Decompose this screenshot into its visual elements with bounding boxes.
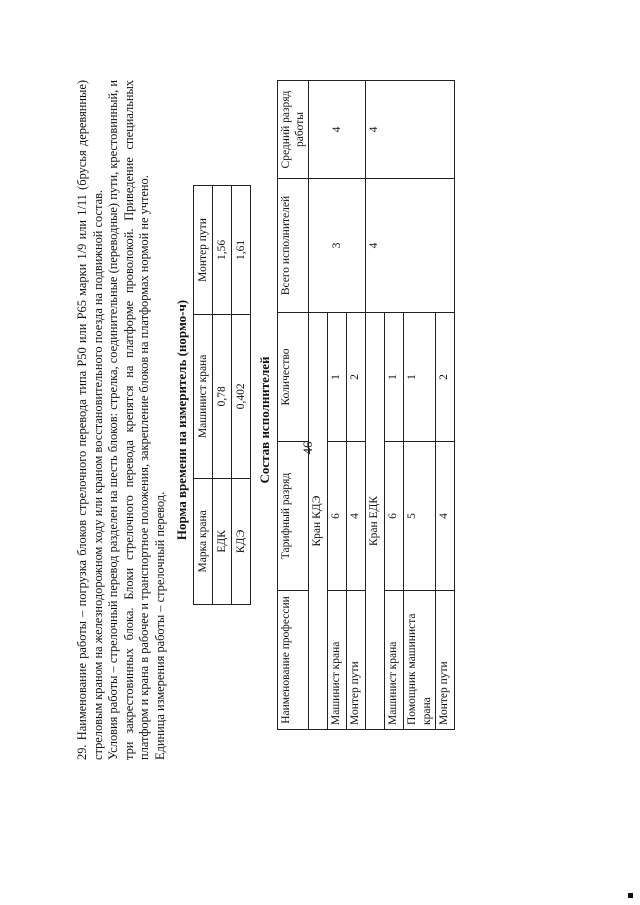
header-quantity: Количество (277, 313, 309, 442)
grade-cell: 6 (385, 442, 404, 591)
profession-cell: Монтер пути (436, 591, 455, 730)
group-row (309, 81, 328, 730)
profession-cell: Монтер пути (347, 591, 366, 730)
header-crane-brand: Марка крана (194, 478, 213, 604)
table-row (232, 186, 251, 605)
header-grade: Тарифный разряд (277, 442, 309, 591)
profession-cell: Машинист крана (385, 591, 404, 730)
header-crane-operator: Машинист крана (194, 314, 213, 478)
work-conditions-paragraph: Условия работы – стрелочный перевод разделен на шесть блоков: стрелка, соединительные (переводные) пути, крестовинный, и три закрестовинных блока. Блоки стрелочного перевода крепятся на платформе проволокой. Приведение специальных платформ и крана в рабочее и транспортное положения, закрепление блоков на платформах нормой не учтено. (106, 80, 151, 760)
page-number: 46 (300, 441, 315, 455)
group-label-edk: Кран ЕДК (366, 313, 385, 730)
norm-table (193, 185, 251, 605)
group-label-kde: Кран КДЭ (309, 313, 328, 730)
unit-of-measure-paragraph: Единица измерения работы – стрелочный перевод. (152, 491, 167, 760)
quantity-cell: 1 (328, 313, 347, 442)
average-grade-cell: 4 (309, 81, 366, 179)
grade-cell: 4 (347, 442, 366, 591)
total-workers-cell: 4 (366, 179, 455, 313)
header-average-grade: Средний разряд работы (277, 81, 309, 179)
table-header-row (194, 186, 213, 605)
profession-cell: Помощник машиниста крана (404, 591, 436, 730)
quantity-cell: 1 (385, 313, 404, 442)
header-total-workers: Всего исполнителей (277, 179, 309, 313)
quantity-cell: 1 (404, 313, 436, 442)
norm-table-caption: Норма времени на измеритель (нормо-ч) (174, 299, 189, 541)
track-norm-cell: 1,61 (232, 186, 251, 315)
profession-cell: Машинист крана (328, 591, 347, 730)
header-track-worker: Монтер пути (194, 186, 213, 315)
crane-brand-cell: КДЭ (232, 478, 251, 604)
staff-table-caption: Состав исполнителей (257, 356, 273, 484)
operator-norm-cell: 0,402 (232, 314, 251, 478)
quantity-cell: 2 (347, 313, 366, 442)
work-title-paragraph: 29. Наименование работы – погрузка блоков стрелочного перевода типа Р50 или Р65 марки 1/9 или 1/11 (брусья деревянные) стреловым краном на железнодорожном ходу или краном восстановительного поезда на подвижной состав. (75, 80, 105, 760)
scan-edge-mark (628, 893, 633, 898)
total-workers-cell: 3 (309, 179, 366, 313)
crane-brand-cell: ЕДК (213, 478, 232, 604)
grade-cell: 6 (328, 442, 347, 591)
operator-norm-cell: 0,78 (213, 314, 232, 478)
staff-table (277, 80, 456, 730)
quantity-cell: 2 (436, 313, 455, 442)
header-profession: Наименование профессии (277, 591, 309, 730)
grade-cell: 5 (404, 442, 436, 591)
group-row (366, 81, 385, 730)
table-row (213, 186, 232, 605)
table-header-row (277, 81, 309, 730)
grade-cell: 4 (436, 442, 455, 591)
track-norm-cell: 1,56 (213, 186, 232, 315)
average-grade-cell: 4 (366, 81, 455, 179)
